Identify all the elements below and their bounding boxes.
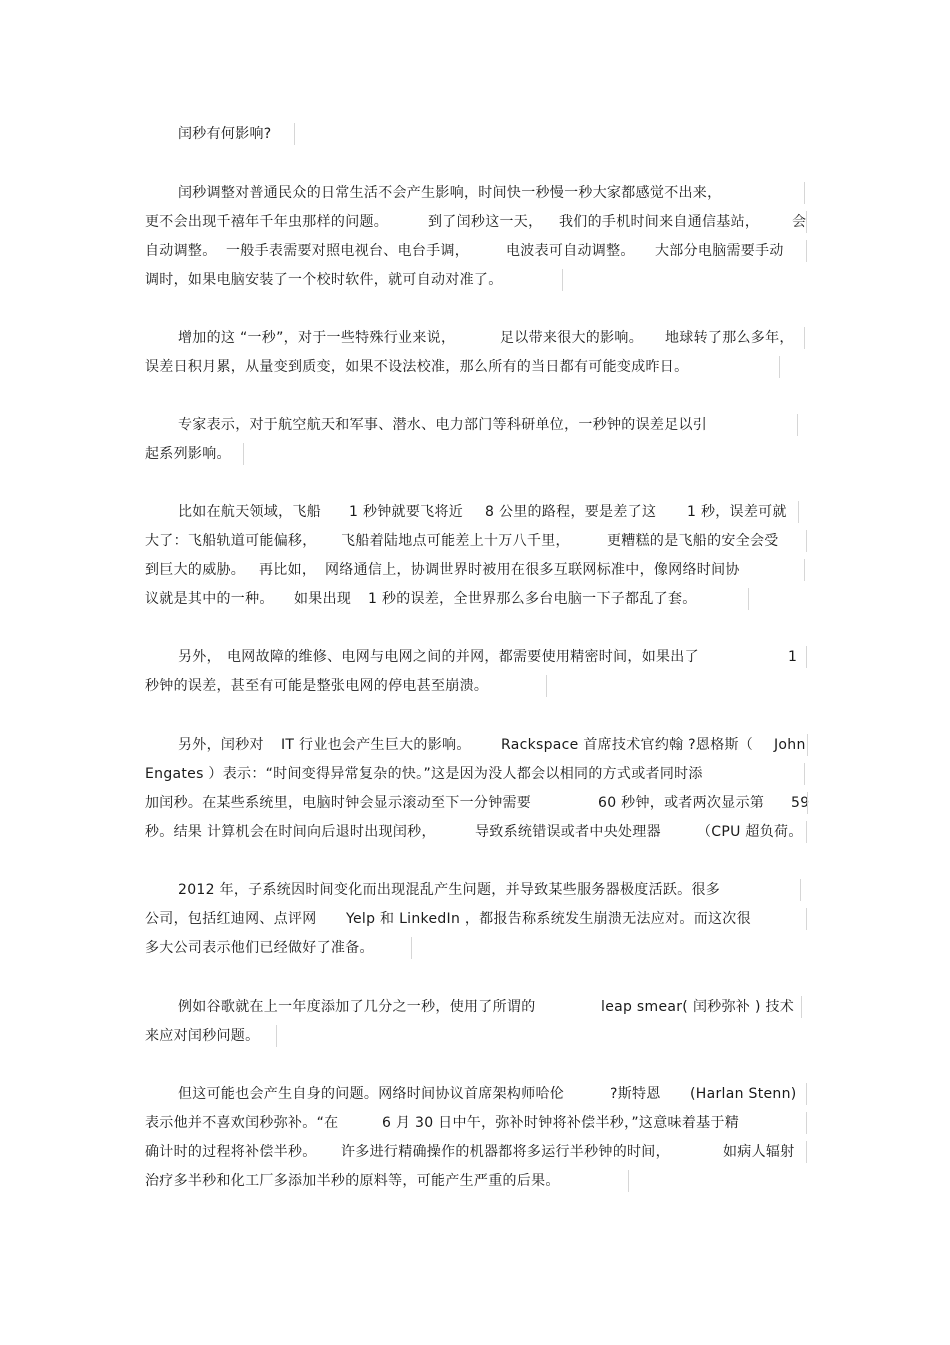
- text-segment: 飞船着陆地点可能差上十万八千里，: [341, 533, 570, 549]
- text-line: [0, 993, 950, 1022]
- text-line: [0, 324, 950, 353]
- line-edge-marker: [806, 1083, 807, 1105]
- text-line: [0, 179, 950, 208]
- text-line: [0, 237, 950, 266]
- text-segment: IT 行业也会产生巨大的影响。: [281, 737, 471, 753]
- text-line: [0, 731, 950, 760]
- line-edge-marker: [804, 559, 805, 581]
- line-edge-marker: [243, 443, 244, 465]
- text-line: [0, 1080, 950, 1109]
- text-segment: 另外，: [178, 649, 221, 665]
- line-edge-marker: [797, 414, 798, 436]
- line-edge-marker: [804, 182, 805, 204]
- text-segment: 治疗多半秒和化工厂多添加半秒的原料等，可能产生严重的后果。: [145, 1173, 560, 1189]
- text-line: [0, 411, 950, 440]
- line-edge-marker: [779, 356, 780, 378]
- text-segment: 议就是其中的一种。: [145, 591, 274, 607]
- text-segment: 确计时的过程将补偿半秒。: [145, 1144, 317, 1160]
- line-edge-marker: [804, 763, 805, 785]
- text-segment: 到了闰秒这一天，: [428, 214, 543, 230]
- text-line: [0, 208, 950, 237]
- line-edge-marker: [562, 269, 563, 291]
- text-segment: 多大公司表示他们已经做好了准备。: [145, 940, 374, 956]
- text-segment: 更不会出现千禧年千年虫那样的问题。: [145, 214, 389, 230]
- text-segment: leap smear(: [601, 999, 689, 1015]
- text-segment: 导致系统错误或者中央处理器: [475, 824, 661, 840]
- text-segment: 1 秒，误差可就: [687, 504, 787, 520]
- text-segment: 电网故障的维修、电网与电网之间的并网，都需要使用精密时间，如果出了: [227, 649, 699, 665]
- line-edge-marker: [806, 1112, 807, 1134]
- text-segment: 8 公里的路程，要是差了这: [485, 504, 657, 520]
- text-segment: 起系列影响。: [145, 446, 231, 462]
- line-edge-marker: [806, 821, 807, 843]
- line-edge-marker: [806, 530, 807, 552]
- text-segment: 足以带来很大的影响。: [500, 330, 643, 346]
- text-segment: 来应对闰秒问题。: [145, 1028, 260, 1044]
- text-segment: 如病人辐射: [723, 1144, 795, 1160]
- text-segment: 另外，闰秒对: [178, 737, 264, 753]
- text-segment: 比如在航天领域，飞船: [178, 504, 321, 520]
- text-segment: 更糟糕的是飞船的安全会受: [607, 533, 779, 549]
- text-line: [0, 643, 950, 672]
- text-segment: 1 秒钟就要飞将近: [349, 504, 464, 520]
- text-segment: 自动调整。: [145, 243, 217, 259]
- line-edge-marker: [806, 211, 807, 233]
- text-segment: 加闰秒。在某些系统里，电脑时钟会显示滚动至下一分钟需要: [145, 795, 532, 811]
- text-segment: 秒钟的误差，甚至有可能是整张电网的停电甚至崩溃。: [145, 678, 489, 694]
- line-edge-marker: [806, 908, 807, 930]
- line-edge-marker: [801, 996, 802, 1018]
- text-segment: 调时，如果电脑安装了一个校时软件，就可自动对准了。: [145, 272, 503, 288]
- line-edge-marker: [411, 937, 412, 959]
- text-segment: 闰秒弥补 ) 技术: [693, 999, 795, 1015]
- text-segment: 2012 年，子系统因时间变化而出现混乱产生问题，并导致某些服务器极度活跃。很多: [178, 882, 721, 898]
- text-line: [0, 760, 950, 789]
- text-segment: 如果出现: [294, 591, 352, 607]
- text-line: [0, 876, 950, 905]
- text-segment: 闰秒调整对普通民众的日常生活不会产生影响，时间快一秒慢一秒大家都感觉不出来，: [178, 185, 722, 201]
- text-segment: Yelp 和 LinkedIn ，都报告称系统发生崩溃无法应对。而这次很: [346, 911, 751, 927]
- line-edge-marker: [807, 734, 808, 756]
- text-segment: Rackspace 首席技术官约翰 ?恩格斯（: [501, 737, 754, 753]
- text-line: [0, 353, 950, 382]
- text-line: [0, 934, 950, 963]
- text-line: [0, 556, 950, 585]
- text-segment: (Harlan Stenn): [690, 1086, 797, 1102]
- text-line: [0, 1022, 950, 1051]
- text-segment: 1: [788, 649, 798, 665]
- text-segment: 误差日积月累，从量变到质变，如果不设法校准，那么所有的当日都有可能变成昨日。: [145, 359, 689, 375]
- text-line: [0, 1138, 950, 1167]
- text-segment: 许多进行精确操作的机器都将多运行半秒钟的时间，: [341, 1144, 670, 1160]
- text-segment: （CPU 超负荷。: [697, 824, 803, 840]
- text-line: [0, 1167, 950, 1196]
- text-segment: 大部分电脑需要手动: [655, 243, 784, 259]
- line-edge-marker: [806, 240, 807, 262]
- text-segment: 例如谷歌就在上一年度添加了几分之一秒，使用了所谓的: [178, 999, 536, 1015]
- text-segment: 59: [791, 795, 810, 811]
- text-segment: 大了：飞船轨道可能偏移，: [145, 533, 317, 549]
- text-segment: 到巨大的威胁。: [145, 562, 246, 578]
- line-edge-marker: [804, 327, 805, 349]
- text-segment: 但这可能也会产生自身的问题。网络时间协议首席架构师哈伦: [178, 1086, 565, 1102]
- text-line: [0, 818, 950, 847]
- line-edge-marker: [798, 501, 799, 523]
- text-segment: 会: [792, 214, 807, 230]
- text-segment: Engates ）表示：“时间变得异常复杂的快。”这是因为没人都会以相同的方式或者同时添: [145, 766, 703, 782]
- line-edge-marker: [806, 1141, 807, 1163]
- text-segment: 我们的手机时间来自通信基站，: [559, 214, 760, 230]
- text-segment: 再比如，: [259, 562, 317, 578]
- line-edge-marker: [800, 879, 801, 901]
- text-line: [0, 672, 950, 701]
- text-line: [0, 120, 950, 149]
- text-segment: 网络通信上，协调世界时被用在很多互联网标准中，像网络时间协: [325, 562, 740, 578]
- text-segment: 地球转了那么多年，: [665, 330, 794, 346]
- text-line: [0, 266, 950, 295]
- text-segment: 60 秒钟，或者两次显示第: [598, 795, 765, 811]
- text-segment: 表示他并不喜欢闰秒弥补。“在: [145, 1115, 339, 1131]
- text-line: [0, 498, 950, 527]
- text-line: [0, 527, 950, 556]
- line-edge-marker: [546, 675, 547, 697]
- line-edge-marker: [806, 646, 807, 668]
- text-segment: 增加的这 “一秒”，对于一些特殊行业来说，: [178, 330, 456, 346]
- text-segment: 一般手表需要对照电视台、电台手调，: [226, 243, 470, 259]
- text-line: [0, 905, 950, 934]
- text-segment: 6 月 30 日中午，弥补时钟将补偿半秒，”这意味着基于精: [382, 1115, 740, 1131]
- text-segment: 闰秒有何影响?: [178, 126, 272, 142]
- line-edge-marker: [748, 588, 749, 610]
- text-segment: 秒。结果 计算机会在时间向后退时出现闰秒，: [145, 824, 436, 840]
- text-segment: John: [774, 737, 806, 753]
- text-segment: 公司，包括红迪网、点评网: [145, 911, 317, 927]
- text-segment: 1 秒的误差，全世界那么多台电脑一下子都乱了套。: [368, 591, 697, 607]
- line-edge-marker: [628, 1170, 629, 1192]
- text-line: [0, 585, 950, 614]
- text-segment: 专家表示，对于航空航天和军事、潜水、电力部门等科研单位，一秒钟的误差足以引: [178, 417, 708, 433]
- text-line: [0, 440, 950, 469]
- line-edge-marker: [294, 123, 295, 145]
- text-line: [0, 1109, 950, 1138]
- text-line: [0, 789, 950, 818]
- line-edge-marker: [807, 792, 808, 814]
- text-segment: ?斯特恩: [610, 1086, 661, 1102]
- line-edge-marker: [276, 1025, 277, 1047]
- text-segment: 电波表可自动调整。: [506, 243, 635, 259]
